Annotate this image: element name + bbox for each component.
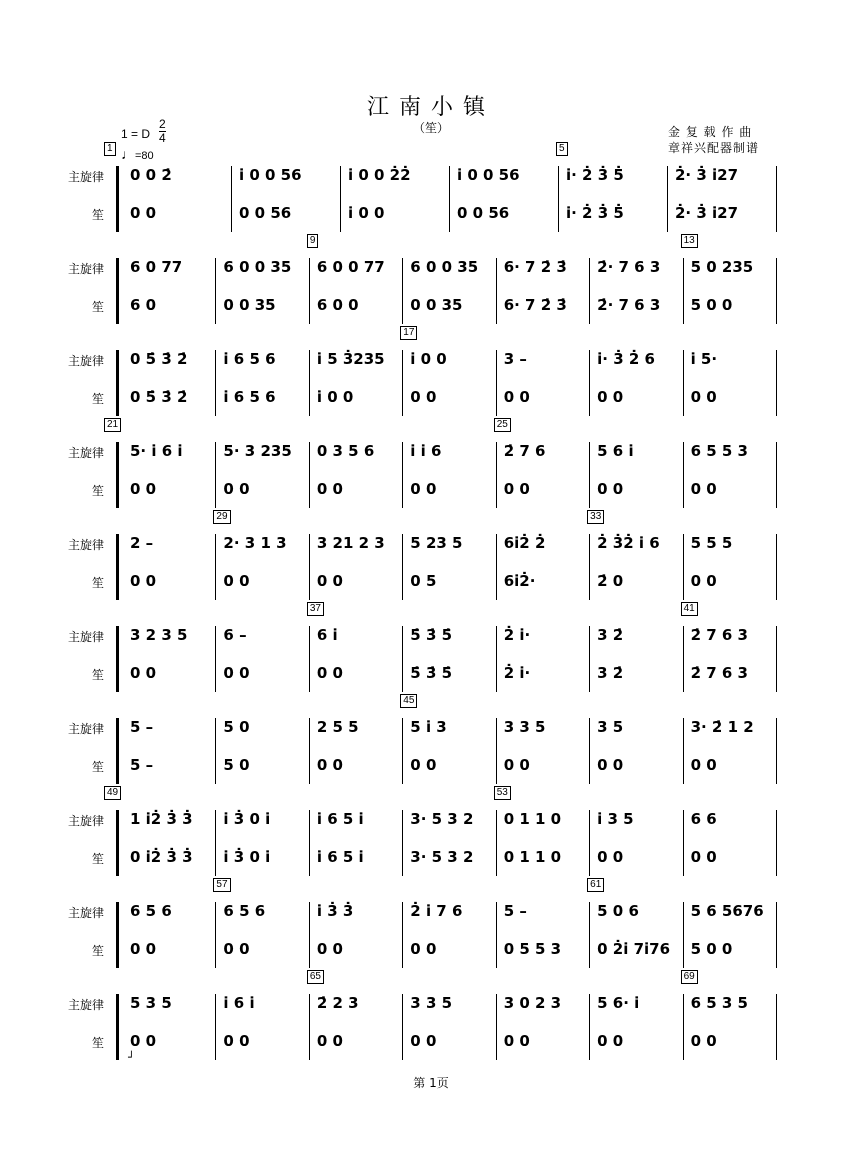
- barline: [776, 994, 777, 1060]
- melody-measure: i̇ 6 5 i̇: [316, 810, 364, 828]
- melody-measure: i̇ 0 0: [410, 350, 447, 368]
- melody-measure: 5 –: [503, 902, 527, 920]
- barline: [402, 442, 403, 508]
- measure-number: 1: [104, 142, 116, 156]
- melody-measure: 5 –: [130, 718, 154, 736]
- score-system: [0, 603, 862, 704]
- barline: [496, 718, 497, 784]
- sheng-measure: 0 0: [503, 480, 530, 498]
- part-label-melody: 主旋律: [67, 998, 104, 1012]
- barline: [496, 534, 497, 600]
- melody-measure: i̇· 2̇ 3̇ 5̇: [566, 166, 624, 184]
- sheng-measure: 0 2̇i̇ 7i̇76: [597, 940, 671, 958]
- sheng-measure: 0 0: [690, 756, 717, 774]
- melody-measure: 5 3 5: [130, 994, 172, 1012]
- measure-number: 49: [104, 786, 121, 800]
- part-label-melody: 主旋律: [67, 538, 104, 552]
- score-system: [0, 419, 862, 520]
- key-signature: 1 = D: [121, 127, 151, 141]
- sheng-measure: 0 0: [410, 756, 437, 774]
- barline: [776, 350, 777, 416]
- time-signature-top: 2: [159, 117, 166, 131]
- part-label-sheng: 笙: [91, 576, 104, 590]
- measure-number: 61: [587, 878, 604, 892]
- melody-measure: 2̇· 7 6 3: [597, 258, 661, 276]
- barline: [215, 718, 216, 784]
- part-label-sheng: 笙: [91, 852, 104, 866]
- barline: [667, 166, 668, 232]
- barline: [496, 258, 497, 324]
- barline: [683, 902, 684, 968]
- tempo-marking: [121, 146, 154, 162]
- sheng-measure: 0 0 56: [457, 204, 510, 222]
- barline: [309, 994, 310, 1060]
- part-label-sheng: 笙: [91, 944, 104, 958]
- melody-measure: 6 –: [223, 626, 247, 644]
- barline: [309, 902, 310, 968]
- sheng-measure: 0 0: [503, 756, 530, 774]
- sheng-measure: 0 0: [410, 480, 437, 498]
- sheng-measure: 0 0: [316, 940, 343, 958]
- score-system: [0, 327, 862, 428]
- barline: [309, 626, 310, 692]
- barline: [589, 258, 590, 324]
- barline: [215, 626, 216, 692]
- sheng-measure: 0 0: [690, 480, 717, 498]
- sheng-measure: 0 0: [503, 388, 530, 406]
- sheng-measure: i̇ 0 0: [348, 204, 385, 222]
- melody-measure: 6 i̇: [316, 626, 338, 644]
- sheng-measure: 0 0: [316, 1032, 343, 1050]
- melody-measure: 3 2̇: [597, 626, 624, 644]
- sheng-measure: 0 1 1 0: [503, 848, 562, 866]
- measure-number: 17: [400, 326, 417, 340]
- melody-measure: 3 3 5: [503, 718, 546, 736]
- sheng-measure: 6· 7 2̇ 3̇: [503, 296, 567, 314]
- melody-measure: i̇ 3̇ 3̇: [316, 902, 354, 920]
- melody-measure: 0 0 2̇: [130, 166, 172, 184]
- barline: [589, 534, 590, 600]
- melody-measure: 6 6: [690, 810, 717, 828]
- system-brace: [116, 258, 119, 324]
- barline: [309, 258, 310, 324]
- melody-measure: 6 5 5 3: [690, 442, 748, 460]
- melody-measure: 2̇· 3̇ i̇27: [675, 166, 739, 184]
- sheng-measure: 0 0: [223, 940, 250, 958]
- barline: [402, 902, 403, 968]
- part-label-melody: 主旋律: [67, 630, 104, 644]
- barline: [683, 534, 684, 600]
- sheng-measure: 0 0: [223, 664, 250, 682]
- barline: [402, 534, 403, 600]
- measure-number: 37: [307, 602, 324, 616]
- barline: [402, 994, 403, 1060]
- score-system: [0, 879, 862, 980]
- barline: [215, 442, 216, 508]
- system-brace: [116, 718, 119, 784]
- measure-number: 25: [494, 418, 511, 432]
- sheng-measure: 0 0: [316, 572, 343, 590]
- system-brace: [116, 166, 119, 232]
- sheng-measure: 0 0: [597, 1032, 624, 1050]
- system-brace: [116, 902, 119, 968]
- sheng-measure: 0 0: [597, 388, 624, 406]
- measure-number: 65: [307, 970, 324, 984]
- measure-number: 41: [681, 602, 698, 616]
- part-label-melody: 主旋律: [67, 906, 104, 920]
- sheng-measure: 0 0: [690, 1032, 717, 1050]
- melody-measure: 6 0 77: [130, 258, 183, 276]
- barline: [589, 994, 590, 1060]
- barline: [776, 534, 777, 600]
- system-brace: [116, 534, 119, 600]
- sheng-measure: i̇ 3̇ 0 i̇: [223, 848, 271, 866]
- melody-measure: 2 5 5: [316, 718, 359, 736]
- barline: [402, 258, 403, 324]
- measure-number: 21: [104, 418, 121, 432]
- sheng-measure: 0 0: [410, 388, 437, 406]
- barline: [309, 350, 310, 416]
- part-label-sheng: 笙: [91, 208, 104, 222]
- barline: [776, 442, 777, 508]
- sheng-measure: 0 0: [130, 940, 157, 958]
- sheng-measure: 0 0 56: [239, 204, 292, 222]
- sheng-measure: 0 i̇2̇ 3̇ 3̇: [130, 848, 193, 866]
- melody-measure: 0 3 5 6: [316, 442, 375, 460]
- melody-measure: 6 5 3 5: [690, 994, 748, 1012]
- melody-measure: 2̇ 7 6: [503, 442, 546, 460]
- melody-measure: 2̇ i̇·: [503, 626, 531, 644]
- barline: [683, 718, 684, 784]
- melody-measure: 6i̇2̇ 2̇: [503, 534, 546, 552]
- melody-measure: 5 0 6: [597, 902, 639, 920]
- sheng-measure: 0 0: [410, 940, 437, 958]
- sheng-measure: 5 –: [130, 756, 154, 774]
- melody-measure: 3 3 5: [410, 994, 453, 1012]
- sheng-measure: 0 5: [410, 572, 437, 590]
- score-title: 江南小镇: [366, 95, 495, 120]
- barline: [683, 442, 684, 508]
- barline: [683, 994, 684, 1060]
- melody-measure: 0 5̇ 3̇ 2̇: [130, 350, 188, 368]
- measure-number: 9: [307, 234, 319, 248]
- melody-measure: 2̇ 3̇2̇ i̇ 6: [597, 534, 660, 552]
- barline: [776, 810, 777, 876]
- barline: [215, 902, 216, 968]
- barline: [215, 810, 216, 876]
- melody-measure: 1 i̇2̇ 3̇ 3̇: [130, 810, 193, 828]
- melody-measure: 6 0 0 77: [316, 258, 385, 276]
- barline: [589, 718, 590, 784]
- barline: [402, 810, 403, 876]
- melody-measure: 2̇ 7 6 3: [690, 626, 748, 644]
- barline: [215, 258, 216, 324]
- melody-measure: 3· 2̇ 1 2: [690, 718, 754, 736]
- arranger-credit: 章祥兴配器制谱: [668, 141, 760, 155]
- measure-number: 13: [681, 234, 698, 248]
- measure-number: 33: [587, 510, 604, 524]
- barline: [215, 534, 216, 600]
- barline: [231, 166, 232, 232]
- time-signature-bottom: 4: [159, 131, 166, 145]
- melody-measure: 3 5: [597, 718, 624, 736]
- melody-measure: 5 0 235: [690, 258, 754, 276]
- melody-measure: i̇ i̇ 6: [410, 442, 442, 460]
- part-label-sheng: 笙: [91, 484, 104, 498]
- barline: [558, 166, 559, 232]
- melody-measure: 5̇ 3̇ 5̇: [410, 626, 453, 644]
- sheng-measure: 5̇ 3̇ 5̇: [410, 664, 453, 682]
- barline: [776, 258, 777, 324]
- sheng-measure: 2̇· 7 6 3: [597, 296, 661, 314]
- sheng-measure: 0 0: [690, 388, 717, 406]
- score-system: [0, 235, 862, 336]
- sheng-measure: 0 0: [690, 572, 717, 590]
- tempo-bpm: =80: [135, 150, 154, 162]
- measure-number: 57: [213, 878, 230, 892]
- sheng-measure: 3· 5 3 2: [410, 848, 474, 866]
- score-system: [0, 511, 862, 612]
- barline: [309, 810, 310, 876]
- quarter-note-icon: ♩: [121, 146, 135, 162]
- melody-measure: 5 23 5: [410, 534, 463, 552]
- system-brace: [116, 442, 119, 508]
- measure-number: 29: [213, 510, 230, 524]
- sheng-measure: 0 0: [130, 1032, 157, 1050]
- melody-measure: i̇ 6 i̇: [223, 994, 255, 1012]
- part-label-melody: 主旋律: [67, 722, 104, 736]
- measure-number: 5: [556, 142, 568, 156]
- sheng-measure: 2̇ 0: [597, 572, 624, 590]
- sheng-measure: 0 0: [223, 572, 250, 590]
- sheng-measure: 0 0: [130, 664, 157, 682]
- melody-measure: 5 6 5676: [690, 902, 764, 920]
- barline: [683, 810, 684, 876]
- part-label-sheng: 笙: [91, 668, 104, 682]
- barline: [683, 626, 684, 692]
- melody-measure: 5· i̇ 6 i̇: [130, 442, 183, 460]
- barline: [340, 166, 341, 232]
- melody-measure: 6 0 0 35: [410, 258, 479, 276]
- melody-measure: i̇ 0 0 56: [457, 166, 520, 184]
- melody-measure: 3· 5 3 2: [410, 810, 474, 828]
- barline: [309, 442, 310, 508]
- barline: [449, 166, 450, 232]
- sheng-measure: i̇· 2̇ 3̇ 5̇: [566, 204, 624, 222]
- barline: [496, 626, 497, 692]
- barline: [402, 350, 403, 416]
- sheng-measure: 0 0: [690, 848, 717, 866]
- melody-measure: 3 21 2 3: [316, 534, 385, 552]
- barline: [402, 626, 403, 692]
- barline: [776, 166, 777, 232]
- barline: [683, 350, 684, 416]
- page-number: 第 1页: [413, 1076, 449, 1090]
- sheng-measure: i̇ 6 5 i̇: [316, 848, 364, 866]
- corner-mark: ┘: [128, 1051, 135, 1064]
- sheng-measure: i̇ 0 0: [316, 388, 354, 406]
- sheng-measure: 0 0: [316, 480, 343, 498]
- sheng-measure: 0 0: [223, 1032, 250, 1050]
- part-label-sheng: 笙: [91, 760, 104, 774]
- melody-measure: 2̇ 2 3: [316, 994, 359, 1012]
- barline: [215, 350, 216, 416]
- sheng-measure: 5 0: [223, 756, 250, 774]
- system-brace: [116, 994, 119, 1060]
- measure-number: 45: [400, 694, 417, 708]
- melody-measure: 3 2 3 5: [130, 626, 188, 644]
- part-label-melody: 主旋律: [67, 814, 104, 828]
- measure-number: 69: [681, 970, 698, 984]
- time-signature: [159, 118, 166, 145]
- melody-measure: 5 i̇ 3: [410, 718, 447, 736]
- melody-measure: 2· 3 1 3: [223, 534, 287, 552]
- sheng-measure: 2̇ i̇·: [503, 664, 531, 682]
- score-system: [0, 695, 862, 796]
- sheng-measure: 0 0: [316, 756, 343, 774]
- melody-measure: 0 1 1 0: [503, 810, 562, 828]
- sheng-measure: 0 0: [410, 1032, 437, 1050]
- sheng-measure: 0 0: [223, 480, 250, 498]
- melody-measure: 2 –: [130, 534, 154, 552]
- score-system: [0, 787, 862, 888]
- melody-measure: 3 –: [503, 350, 527, 368]
- barline: [496, 350, 497, 416]
- melody-measure: i̇ 5·: [690, 350, 718, 368]
- sheng-measure: 3 2̇: [597, 664, 624, 682]
- sheng-measure: 0 0: [597, 480, 624, 498]
- melody-measure: 5· 3 235: [223, 442, 292, 460]
- melody-measure: i̇ 0 0 2̇2̇: [348, 166, 411, 184]
- barline: [589, 626, 590, 692]
- barline: [683, 258, 684, 324]
- barline: [776, 626, 777, 692]
- sheng-measure: 0 0: [503, 1032, 530, 1050]
- part-label-melody: 主旋律: [67, 262, 104, 276]
- sheng-measure: 2̇ 7 6 3: [690, 664, 748, 682]
- melody-measure: 5 0: [223, 718, 250, 736]
- part-label-melody: 主旋律: [67, 354, 104, 368]
- melody-measure: i̇· 3̇ 2̇ 6: [597, 350, 655, 368]
- barline: [402, 718, 403, 784]
- sheng-measure: 0 0: [316, 664, 343, 682]
- barline: [589, 350, 590, 416]
- sheng-measure: 0 0: [597, 848, 624, 866]
- part-label-sheng: 笙: [91, 392, 104, 406]
- barline: [496, 902, 497, 968]
- barline: [496, 994, 497, 1060]
- system-brace: [116, 350, 119, 416]
- sheng-measure: 5 0 0: [690, 940, 733, 958]
- sheng-measure: 6i̇2̇·: [503, 572, 536, 590]
- sheng-measure: 0 0 35: [223, 296, 276, 314]
- sheng-measure: i̇ 6 5 6: [223, 388, 276, 406]
- sheng-measure: 0 5̇ 3̇ 2̇: [130, 388, 188, 406]
- barline: [589, 442, 590, 508]
- part-label-sheng: 笙: [91, 1036, 104, 1050]
- melody-measure: 6 5 6: [130, 902, 172, 920]
- barline: [496, 810, 497, 876]
- part-label-sheng: 笙: [91, 300, 104, 314]
- sheng-measure: 0 0: [130, 204, 157, 222]
- score-subtitle: （笙）: [412, 121, 449, 135]
- melody-measure: 6· 7 2̇ 3̇: [503, 258, 567, 276]
- sheng-measure: 0 0: [130, 480, 157, 498]
- melody-measure: 6 5 6: [223, 902, 266, 920]
- barline: [776, 902, 777, 968]
- part-label-melody: 主旋律: [67, 170, 104, 184]
- sheng-measure: 5 0 0: [690, 296, 733, 314]
- melody-measure: i̇ 5 3̇235: [316, 350, 385, 368]
- barline: [776, 718, 777, 784]
- sheng-measure: 2̇· 3̇ i̇27: [675, 204, 739, 222]
- sheng-measure: 0 5 5 3: [503, 940, 562, 958]
- sheng-measure: 6 0: [130, 296, 157, 314]
- melody-measure: 5 6· i̇: [597, 994, 640, 1012]
- sheng-measure: 0 0: [130, 572, 157, 590]
- melody-measure: i̇ 6 5 6: [223, 350, 276, 368]
- melody-measure: 5 5 5: [690, 534, 733, 552]
- barline: [215, 994, 216, 1060]
- measure-number: 53: [494, 786, 511, 800]
- melody-measure: 3 0 2 3: [503, 994, 562, 1012]
- melody-measure: i̇ 0 0 56: [239, 166, 302, 184]
- melody-measure: 2̇ i̇ 7 6: [410, 902, 463, 920]
- melody-measure: i̇ 3̇ 0 i̇: [223, 810, 271, 828]
- sheng-measure: 0 0: [597, 756, 624, 774]
- barline: [309, 534, 310, 600]
- barline: [589, 902, 590, 968]
- sheng-measure: 6 0 0: [316, 296, 359, 314]
- composer-credit: 金 复 载 作 曲: [668, 125, 753, 139]
- barline: [589, 810, 590, 876]
- melody-measure: i̇ 3 5: [597, 810, 634, 828]
- barline: [496, 442, 497, 508]
- system-brace: [116, 810, 119, 876]
- barline: [309, 718, 310, 784]
- part-label-melody: 主旋律: [67, 446, 104, 460]
- system-brace: [116, 626, 119, 692]
- melody-measure: 6 0 0 35: [223, 258, 292, 276]
- sheng-measure: 0 0 35: [410, 296, 463, 314]
- melody-measure: 5 6 i̇: [597, 442, 634, 460]
